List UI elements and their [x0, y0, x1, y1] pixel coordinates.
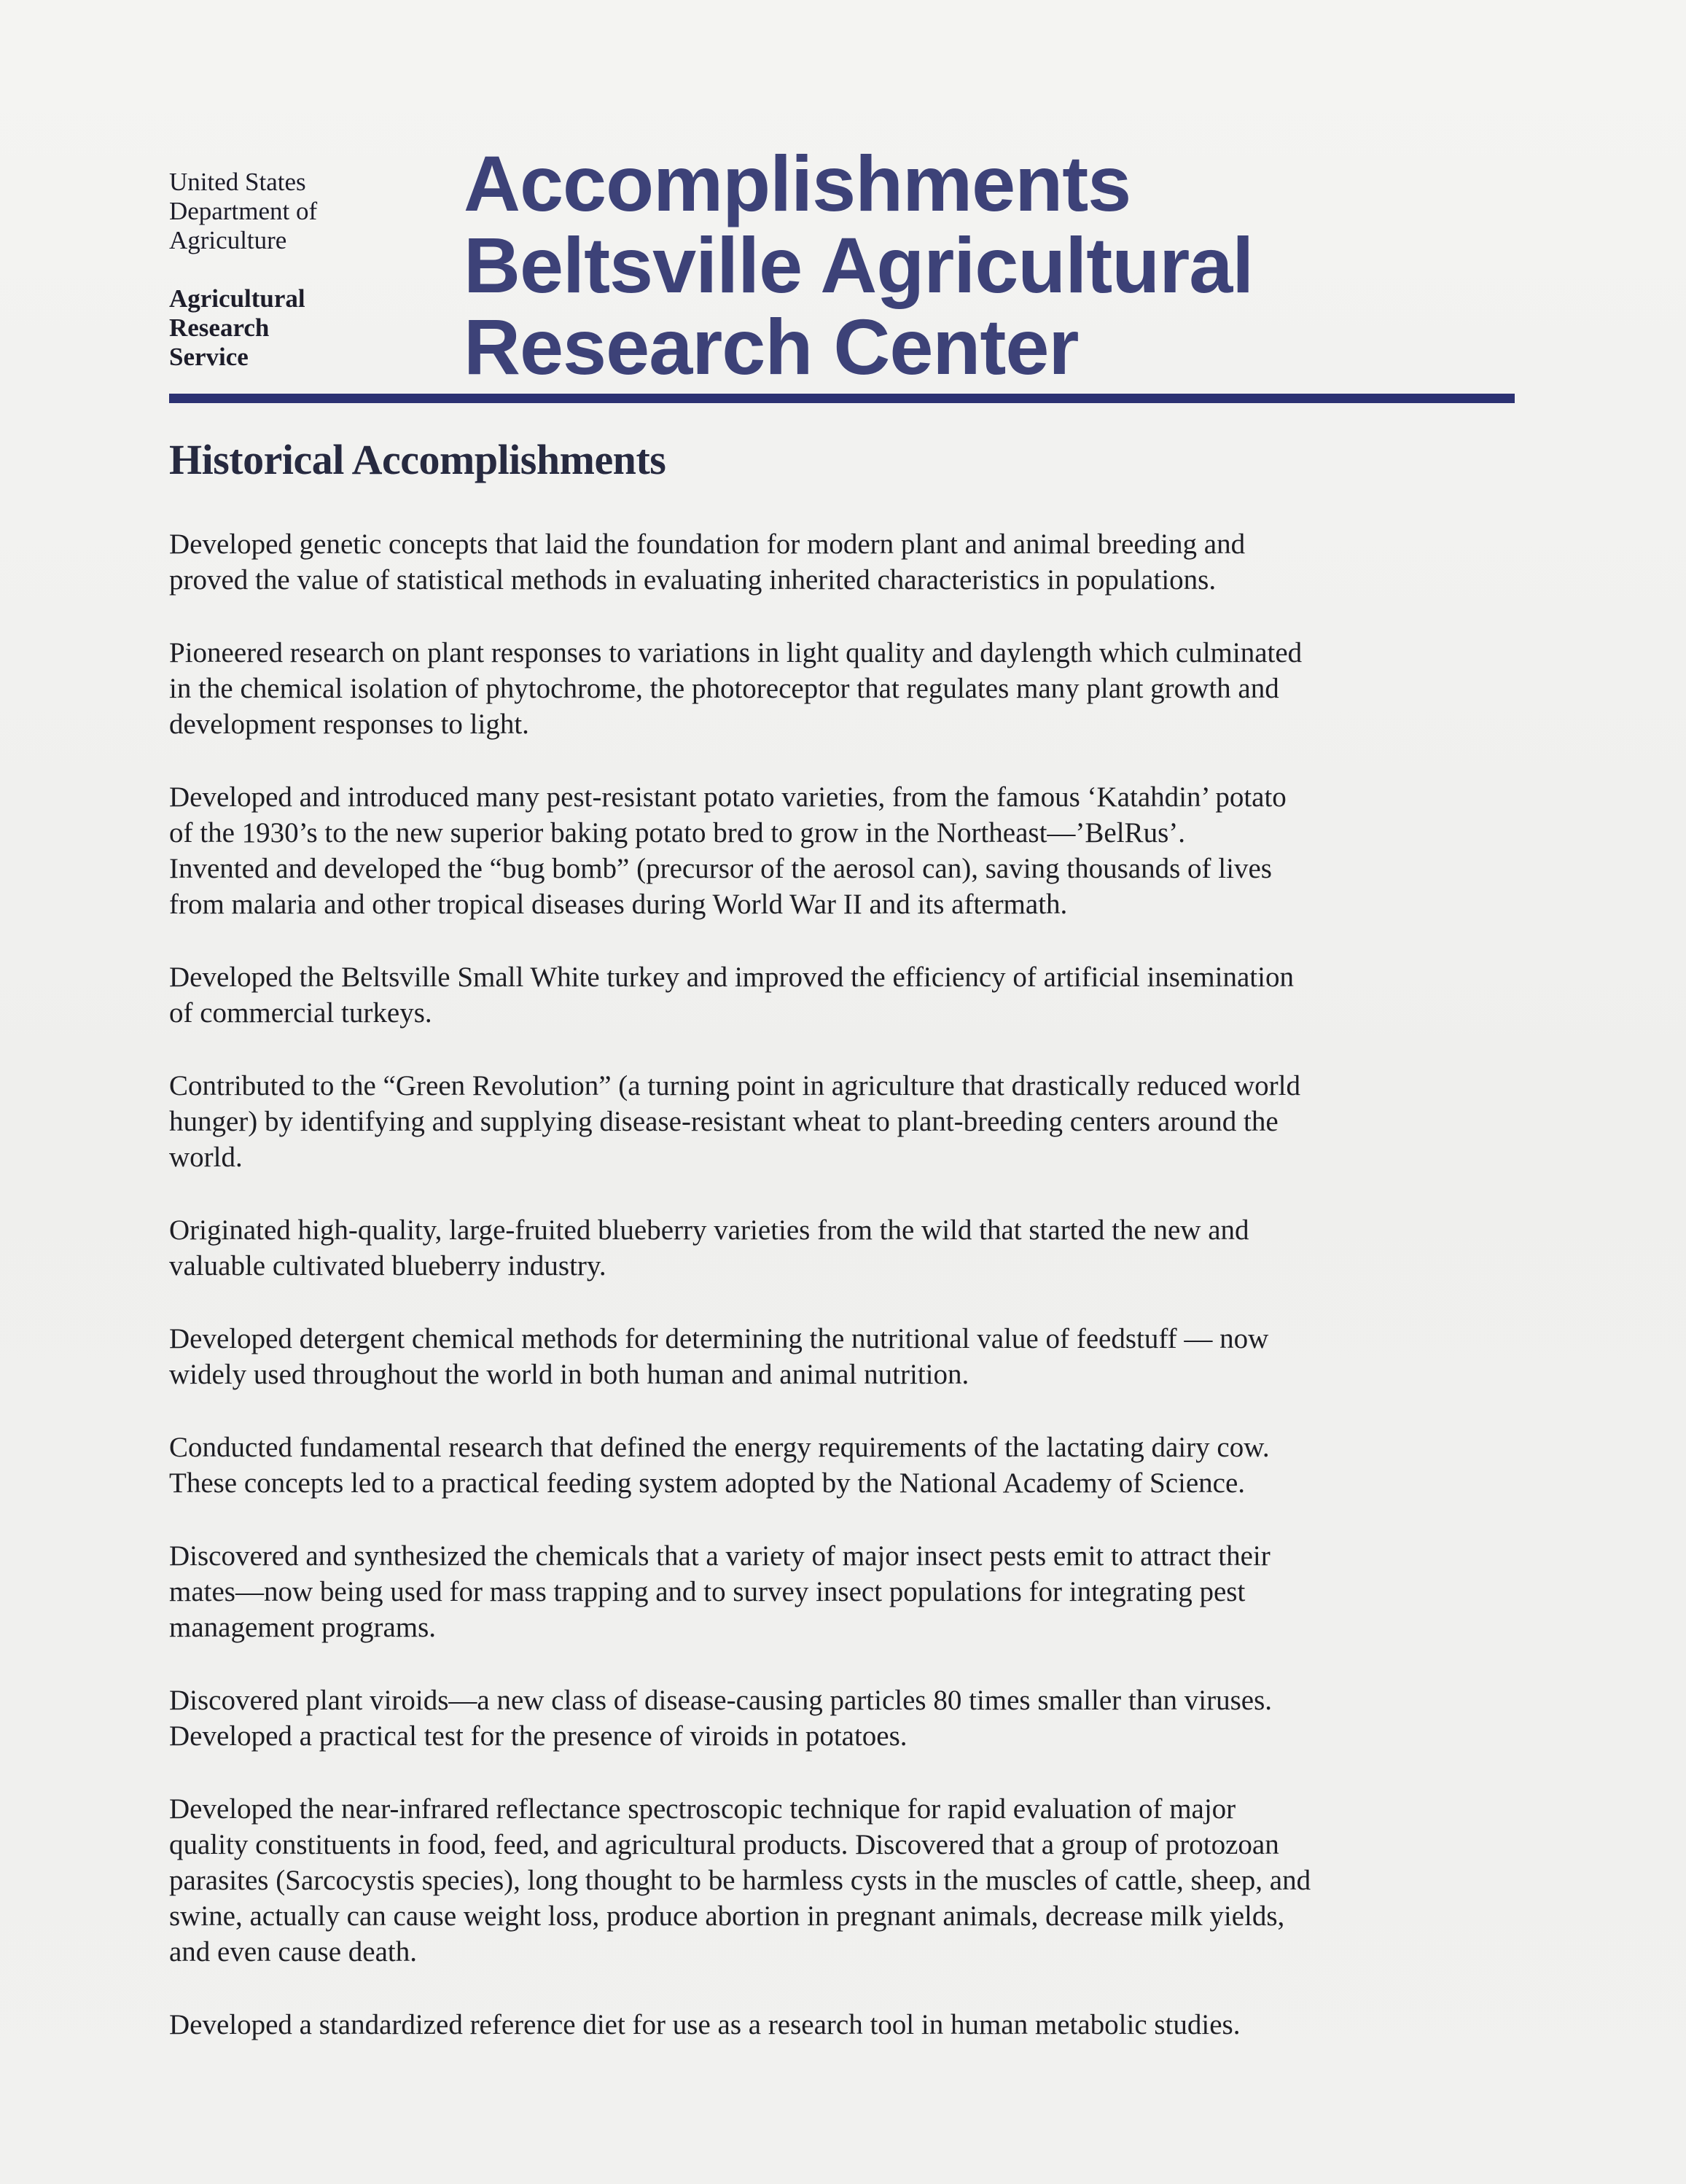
accomplishment-paragraph: Conducted fundamental research that defined the energy requirements of the lactating dairy cow. These concepts led to a practical feeding system adopted by the National Academy of Science. [169, 1432, 1270, 1499]
accomplishment-paragraph: Developed a standardized reference diet for use as a research tool in human metabolic studies. [169, 2009, 1241, 2040]
service-name [169, 284, 432, 372]
service-line: Service [169, 343, 249, 371]
service-line: Agricultural [169, 284, 305, 313]
agency-block [169, 168, 432, 372]
header-divider [169, 394, 1515, 403]
department-line: Agriculture [169, 226, 287, 254]
accomplishment-paragraph: Originated high-quality, large-fruited blueberry varieties from the wild that started the new and valuable cultivated blueberry industry. [169, 1214, 1249, 1282]
accomplishment-paragraph: Developed the Beltsville Small White turkey and improved the efficiency of artificial insemination of commercial turkeys. [169, 962, 1294, 1029]
accomplishment-paragraph: Developed detergent chemical methods for determining the nutritional value of feedstuff — now widely used throughout the world in both human and animal nutrition. [169, 1323, 1269, 1390]
title-line: Research Center [464, 303, 1079, 391]
accomplishments-list [169, 526, 1525, 2080]
accomplishment-paragraph: Pioneered research on plant responses to variations in light quality and daylength which culminated in the chemical isolation of phytochrome, the photoreceptor that regulates many plant growth and development responses to light. [169, 637, 1303, 740]
accomplishment-paragraph: Developed and introduced many pest-resistant potato varieties, from the famous ‘Katahdin’ potato of the 1930’s to the new superior baking potato bred to grow in the Northeast—’BelRus’. Invented and developed the “bug bomb” (precursor of the aerosol can), saving thousands of lives from malaria and other tropical diseases during World War II and its aftermath. [169, 781, 1287, 920]
title-line: Beltsville Agricultural [464, 221, 1254, 309]
accomplishment-paragraph: Discovered and synthesized the chemicals that a variety of major insect pests emit to attract their mates—now being used for mass trapping and to survey insect populations for integrating pest management programs. [169, 1540, 1271, 1643]
accomplishment-paragraph: Contributed to the “Green Revolution” (a turning point in agriculture that drastically reduced world hunger) by identifying and supplying disease-resistant wheat to plant-breeding centers around the world. [169, 1070, 1300, 1173]
accomplishment-paragraph: Discovered plant viroids—a new class of disease-causing particles 80 times smaller than viruses. Developed a practical test for the presence of viroids in potatoes. [169, 1685, 1273, 1752]
service-line: Research [169, 313, 270, 342]
department-line: Department of [169, 197, 318, 225]
section-heading: Historical Accomplishments [169, 436, 666, 483]
department-name [169, 168, 432, 255]
page-title [464, 139, 1557, 391]
accomplishment-paragraph: Developed genetic concepts that laid the foundation for modern plant and animal breeding and proved the value of statistical methods in evaluating inherited characteristics in populations. [169, 529, 1246, 596]
department-line: United States [169, 168, 306, 196]
accomplishment-paragraph: Developed the near-infrared reflectance spectroscopic technique for rapid evaluation of major quality constituents in food, feed, and agricultural products. Discovered that a group of protozoan parasites (Sarcocystis species), long thought to be harmless cysts in the muscles of cattle, sheep, and swine, actually can cause weight loss, produce abortion in pregnant animals, decrease milk yields, and even cause death. [169, 1793, 1311, 1967]
title-line: Accomplishments [464, 139, 1131, 227]
